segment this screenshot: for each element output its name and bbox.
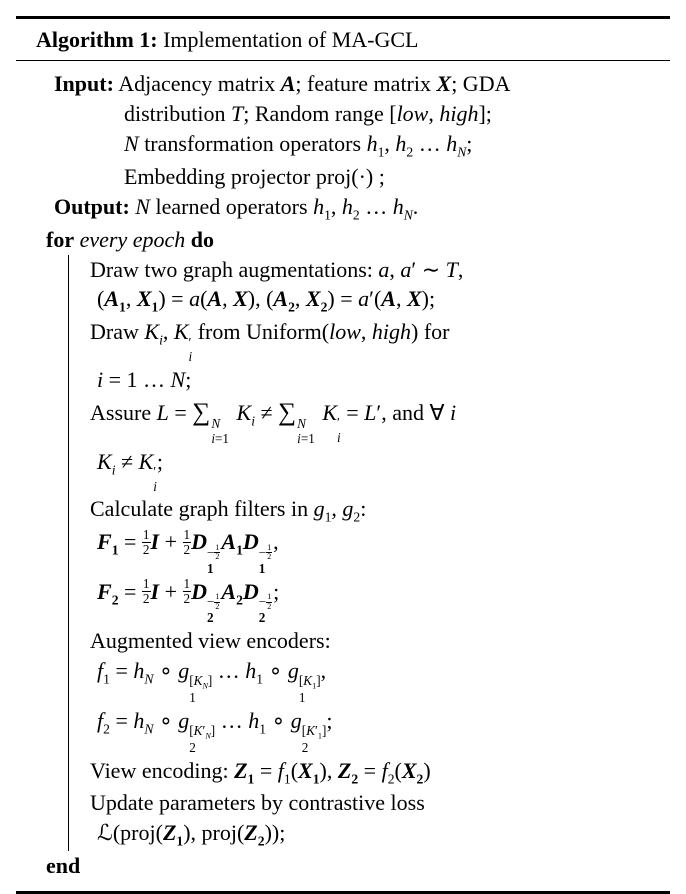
algorithm-line: $f_2 = h_N$ ∘ g $[K'_N]$ 2 … $h_1$ ∘ g $[K'_1]$ 2 ;: [97, 707, 333, 755]
end-statement: end: [46, 853, 81, 879]
algorithm-title: Implementation of MA-GCL: [157, 27, 419, 52]
algorithm-line: $f_1 = h_N$ ∘ g $[K_N]$ 1 … $h_1$ ∘ g $[K_1]$ 1 ,: [97, 657, 327, 705]
algorithm-line: N transformation operators $h_1$, $h_2$ … $h_N$;: [124, 130, 473, 160]
for-statement: for every epoch do: [46, 226, 214, 252]
algorithm-line: distribution T; Random range [low, high];: [124, 100, 492, 126]
algorithm-line: ($A_1$, $X_1) = a(A$, X), ($A_2$, $X_2) = a'(A$, X);: [97, 286, 436, 315]
algorithm-line: $ℒ(proj(Z_1)$, $proj(Z_2)$);: [97, 820, 286, 849]
algorithm-line: Calculate graph filters in $g_1$, $g_2$:: [90, 496, 367, 525]
algorithm-line: Input: Adjacency matrix A; feature matrix X; GDA: [54, 71, 511, 96]
algorithm-label: Algorithm 1:: [36, 27, 158, 52]
algorithm-line: $K_i \ne K$ ′ i ;: [97, 448, 164, 494]
algorithm-figure: [16, 16, 670, 894]
algorithm-line: Embedding projector proj(·) ;: [124, 163, 385, 189]
algorithm-line: Update parameters by contrastive loss: [90, 790, 425, 816]
algorithm-line: Output: N learned operators $h_1$, $h_2$ … $h_N$.: [54, 193, 419, 223]
io-section: [46, 69, 670, 225]
algorithm-caption: [16, 19, 670, 60]
algorithm-line: i = 1 … N;: [97, 367, 192, 393]
algorithm-line: Assure L = ∑ N i=1 $K_i$ ≠ ∑ N i=1 K ′ i = L′, and ∀ i: [90, 398, 457, 446]
algorithm-line: Draw two graph augmentations: a, a′ ∼ T,: [90, 256, 464, 282]
algorithm-line: $F_2$ = $\frac{1}{2}$ I + $\frac{1}{2}$ D − $\frac{1}{2}$ 2 $A_2D$ − $\frac{1}{2}$ 2 ;: [97, 575, 280, 626]
algorithm-line: Augmented view encoders:: [90, 627, 331, 653]
algorithm-line: $F_1$ = $\frac{1}{2}$ I + $\frac{1}{2}$ D − $\frac{1}{2}$ 1 $A_1D$ − $\frac{1}{2}$ 1 ,: [97, 526, 279, 576]
algorithm-line: Draw $K_i$, K ′ i from Uniform(low, high) for: [90, 319, 450, 365]
for-block: [68, 255, 670, 852]
algorithm-body: [16, 61, 670, 891]
algorithm-line: View encoding: $Z_1 = f_1(X_1)$, $Z_2 = f_2(X_2)$: [90, 757, 431, 786]
